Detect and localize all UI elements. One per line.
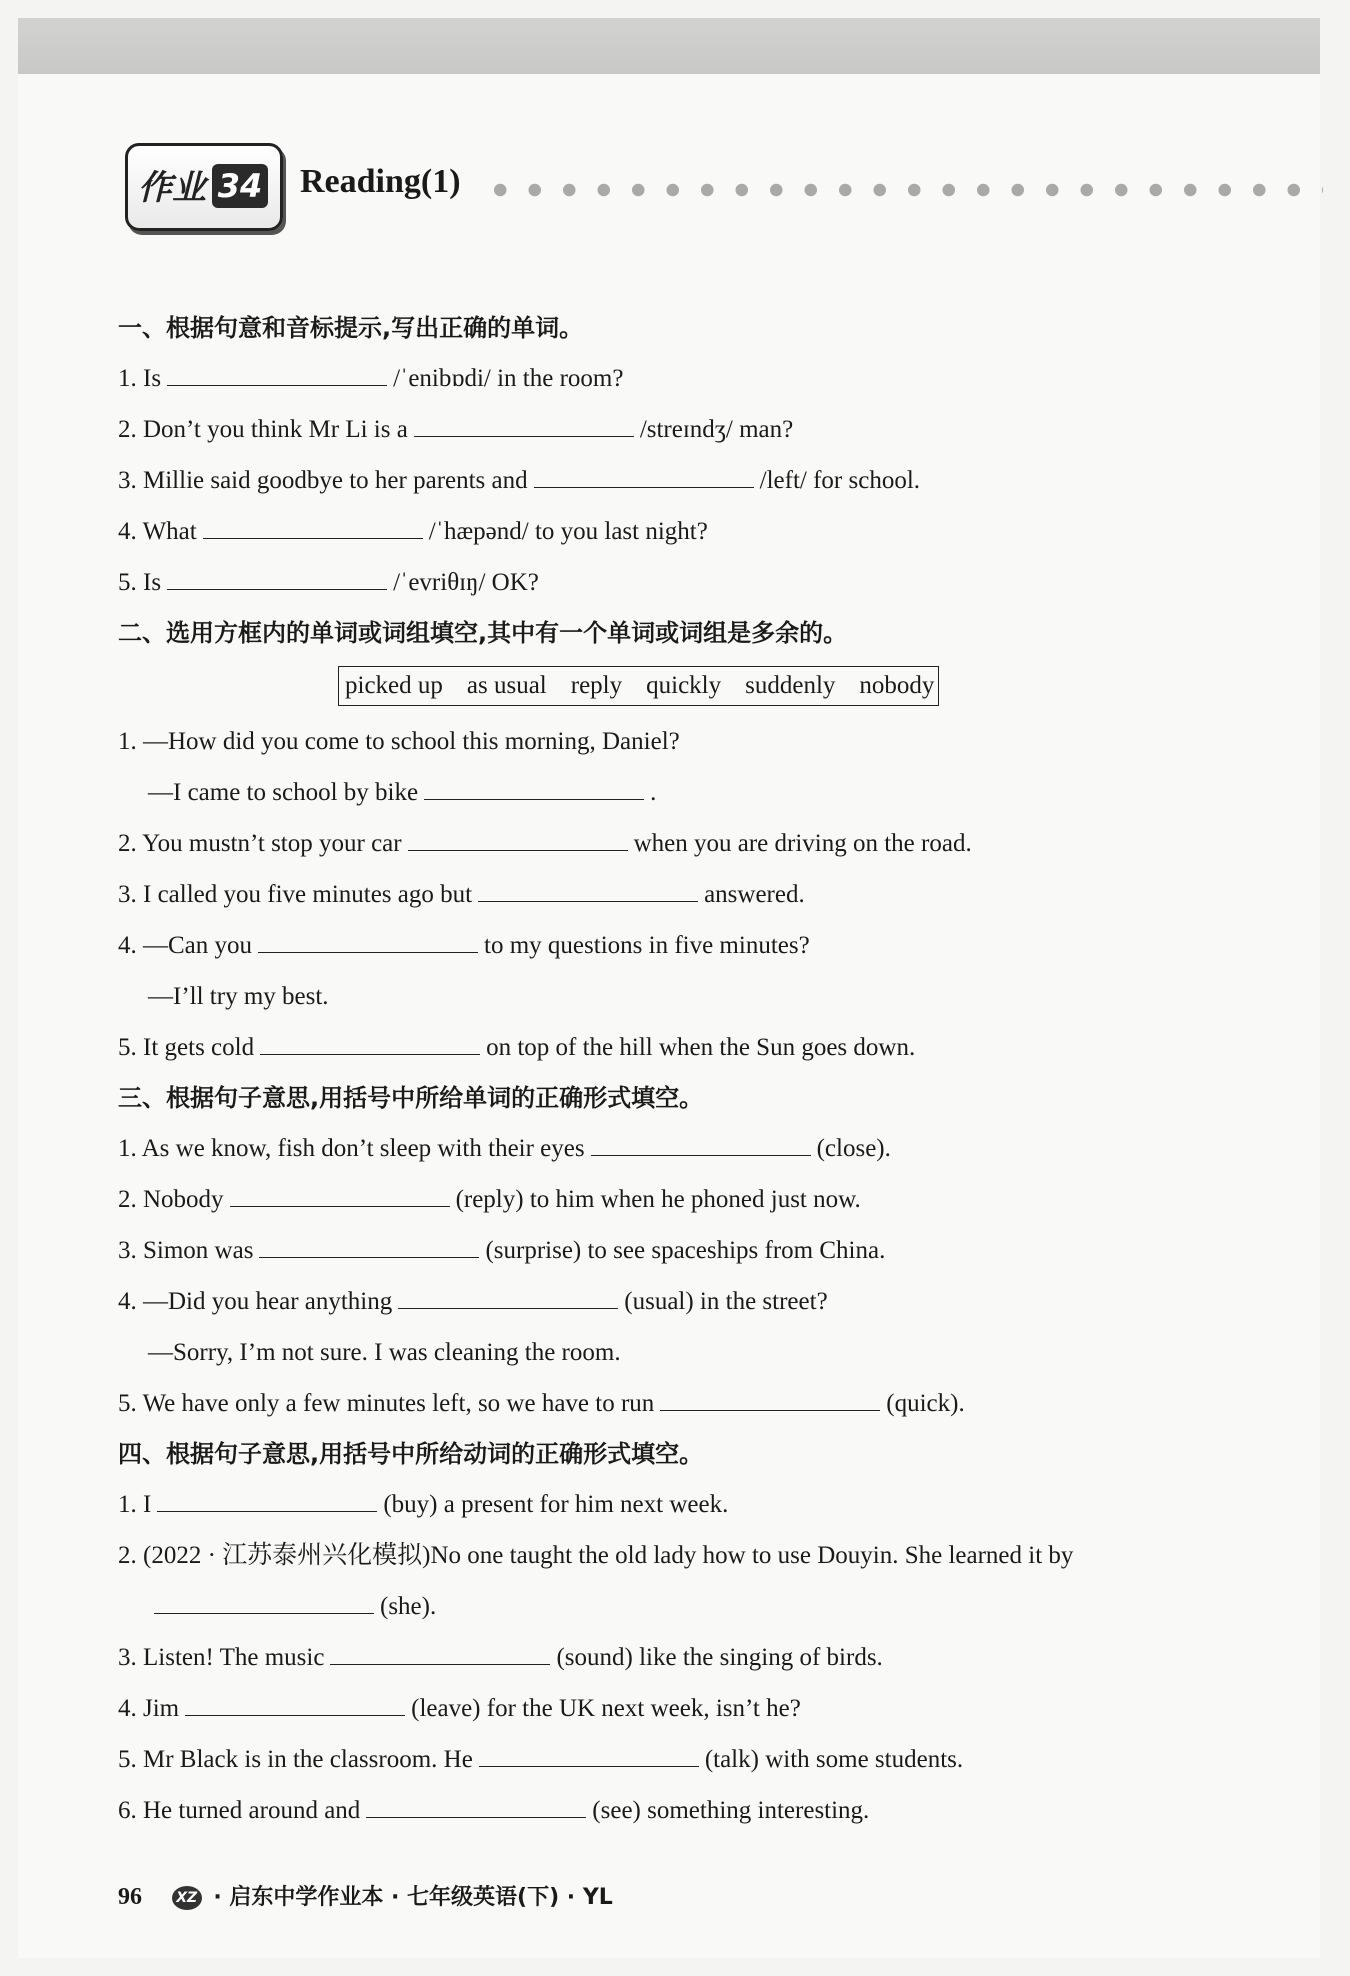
answer-blank[interactable] [154, 1591, 374, 1614]
question-text: I [143, 1491, 152, 1518]
question-text-after: (surprise) to see spaceships from China. [485, 1237, 886, 1264]
section-title: 一、根据句意和音标提示,写出正确的单词。 [118, 314, 584, 342]
question-number: 1. [118, 1135, 137, 1162]
book-title: · 启东中学作业本 · 七年级英语(下) · YL [213, 1885, 613, 1910]
question-line [118, 1123, 1268, 1174]
lesson-header [125, 143, 1325, 229]
question-text-after: (she). [380, 1593, 437, 1620]
question-line [118, 557, 1268, 608]
question-text: Is [143, 365, 162, 392]
question-number: 1. [118, 365, 137, 392]
question-number: 3. [118, 1237, 137, 1264]
question-text-after: /streɪndʒ/ man? [639, 416, 794, 443]
badge-number: 34 [212, 164, 268, 208]
question-line [118, 1632, 1268, 1683]
question-line [118, 1530, 1268, 1581]
question-line [118, 1276, 1268, 1327]
answer-blank[interactable] [260, 1032, 480, 1055]
question-number: 4. [118, 1288, 137, 1315]
question-number: 5. [118, 569, 137, 596]
question-text-after: /ˈhæpənd/ to you last night? [428, 518, 708, 545]
question-line [118, 869, 1268, 920]
word-box-row [118, 658, 1268, 716]
question-number: 3. [118, 467, 137, 494]
answer-blank[interactable] [424, 777, 644, 800]
question-text-after: (quick). [886, 1390, 965, 1417]
answer-blank[interactable] [330, 1642, 550, 1665]
question-text: Nobody [143, 1186, 224, 1213]
question-text: Don’t you think Mr Li is a [143, 416, 408, 443]
question-text-after: (talk) with some students. [704, 1746, 964, 1773]
question-text: As we know, fish don’t sleep with their eyes [141, 1135, 585, 1162]
question-text-after: (sound) like the singing of birds. [556, 1644, 883, 1671]
question-number: 2. [118, 1542, 137, 1569]
question-text-after: when you are driving on the road. [633, 830, 972, 857]
question-line [118, 971, 1268, 1022]
question-line [118, 920, 1268, 971]
page-number: 96 [118, 1884, 142, 1910]
question-text: —Can you [143, 932, 253, 959]
question-number: 2. [118, 1186, 137, 1213]
homework-badge [125, 143, 283, 231]
word-box-item: quickly [646, 672, 722, 699]
answer-blank[interactable] [478, 879, 698, 902]
question-text: Listen! The music [143, 1644, 325, 1671]
question-line [118, 404, 1268, 455]
badge-label: 作业 [138, 168, 206, 208]
dotted-rule [483, 183, 1323, 197]
question-number: 2. [118, 416, 137, 443]
answer-blank[interactable] [259, 1235, 479, 1258]
question-text: Is [143, 569, 162, 596]
word-box-item: nobody [859, 672, 935, 699]
section-title: 二、选用方框内的单词或词组填空,其中有一个单词或词组是多余的。 [118, 619, 848, 647]
question-text-after: (leave) for the UK next week, isn’t he? [411, 1695, 801, 1722]
answer-blank[interactable] [167, 363, 387, 386]
section-title: 四、根据句子意思,用括号中所给动词的正确形式填空。 [118, 1440, 704, 1468]
answer-blank[interactable] [534, 465, 754, 488]
section-title: 三、根据句子意思,用括号中所给单词的正确形式填空。 [118, 1084, 704, 1112]
answer-blank[interactable] [230, 1184, 450, 1207]
question-text-after: /left/ for school. [759, 467, 921, 494]
question-text: Mr Black is in the classroom. He [143, 1746, 473, 1773]
question-line [118, 1479, 1268, 1530]
question-number: 5. [118, 1746, 137, 1773]
word-box-item: picked up [345, 672, 443, 699]
answer-blank[interactable] [157, 1489, 377, 1512]
question-text: Jim [143, 1695, 180, 1722]
question-text-after: /ˈenibɒdi/ in the room? [393, 365, 624, 392]
answer-blank[interactable] [479, 1744, 699, 1767]
question-number: 5. [118, 1390, 137, 1417]
question-number: 4. [118, 1695, 137, 1722]
question-text-after: (see) something interesting. [592, 1797, 870, 1824]
answer-blank[interactable] [660, 1388, 880, 1411]
page-footer [118, 1880, 613, 1911]
scan-top-band [18, 18, 1320, 74]
question-line [118, 1581, 1268, 1632]
lesson-title: Reading(1) [300, 163, 461, 200]
question-text-after: (reply) to him when he phoned just now. [455, 1186, 861, 1213]
question-text: Simon was [143, 1237, 254, 1264]
question-number: 2. [118, 830, 137, 857]
word-box-item: suddenly [745, 672, 836, 699]
answer-blank[interactable] [167, 567, 387, 590]
answer-blank[interactable] [398, 1286, 618, 1309]
question-number: 1. [118, 1491, 137, 1518]
question-text: It gets cold [143, 1034, 255, 1061]
question-number: 4. [118, 518, 137, 545]
question-line [118, 506, 1268, 557]
question-text: We have only a few minutes left, so we have to run [142, 1390, 655, 1417]
answer-blank[interactable] [408, 828, 628, 851]
question-text: —I came to school by bike [148, 779, 419, 806]
question-text-after: (buy) a present for him next week. [383, 1491, 729, 1518]
question-line [118, 1174, 1268, 1225]
question-text-after: /ˈevriθɪŋ/ OK? [393, 569, 539, 596]
answer-blank[interactable] [258, 930, 478, 953]
question-text-after: (usual) in the street? [624, 1288, 828, 1315]
question-line [118, 818, 1268, 869]
question-line [118, 1022, 1268, 1073]
question-text-after: on top of the hill when the Sun goes down. [486, 1034, 916, 1061]
question-line [118, 1378, 1268, 1429]
question-text-after: . [650, 779, 657, 806]
question-text: You mustn’t stop your car [142, 830, 402, 857]
question-line [118, 1683, 1268, 1734]
question-number: 6. [118, 1797, 137, 1824]
question-line [118, 1785, 1268, 1836]
question-number: 4. [118, 932, 137, 959]
question-line [118, 1734, 1268, 1785]
question-text-after: (close). [816, 1135, 891, 1162]
word-box-item: reply [570, 672, 623, 699]
question-text-after: answered. [704, 881, 805, 908]
question-text-after: to my questions in five minutes? [484, 932, 810, 959]
question-text: —How did you come to school this morning, Daniel? [143, 728, 680, 755]
question-line [118, 1225, 1268, 1276]
question-text: —Did you hear anything [143, 1288, 393, 1315]
answer-blank[interactable] [414, 414, 634, 437]
question-line [118, 716, 1268, 767]
answer-blank[interactable] [366, 1795, 586, 1818]
question-text: —Sorry, I’m not sure. I was cleaning the room. [148, 1339, 621, 1366]
question-text: —I’ll try my best. [148, 983, 329, 1010]
question-number: 1. [118, 728, 137, 755]
question-line [118, 1327, 1268, 1378]
question-number: 5. [118, 1034, 137, 1061]
publisher-logo: XZ [172, 1886, 202, 1910]
question-line [118, 455, 1268, 506]
word-box [338, 666, 939, 706]
answer-blank[interactable] [203, 516, 423, 539]
answer-blank[interactable] [591, 1133, 811, 1156]
exercise-content [118, 303, 1268, 1836]
question-line [118, 767, 1268, 818]
question-text: I called you five minutes ago but [143, 881, 473, 908]
word-box-item: as usual [466, 672, 547, 699]
question-line [118, 353, 1268, 404]
question-text: He turned around and [143, 1797, 361, 1824]
question-text: What [142, 518, 197, 545]
question-number: 3. [118, 1644, 137, 1671]
question-number: 3. [118, 881, 137, 908]
question-text: (2022 · 江苏泰州兴化模拟)No one taught the old lady how to use Douyin. She learned it by [143, 1542, 1074, 1569]
answer-blank[interactable] [185, 1693, 405, 1716]
question-text: Millie said goodbye to her parents and [143, 467, 528, 494]
